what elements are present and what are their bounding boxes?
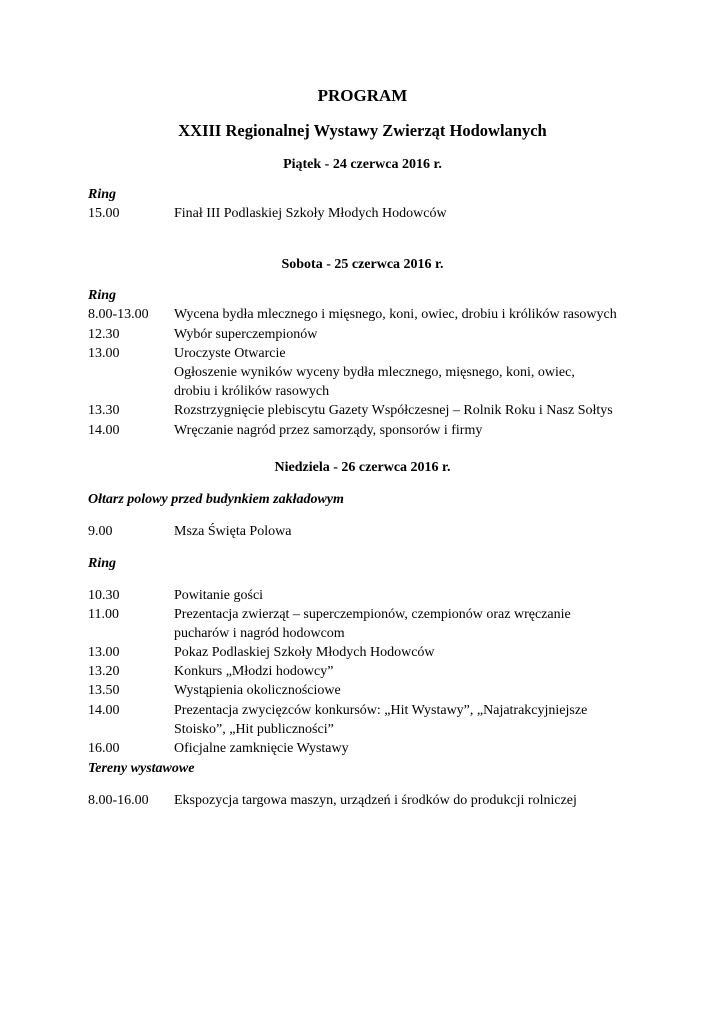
schedule-time: 10.30 (88, 588, 120, 603)
schedule-desc: Finał III Podlaskiej Szkoły Młodych Hodowców (174, 206, 447, 221)
section-heading: Ring (88, 288, 117, 303)
schedule-desc: Ekspozycja targowa maszyn, urządzeń i środków do produkcji rolniczej (174, 793, 577, 808)
schedule-desc: Wystąpienia okolicznościowe (174, 683, 341, 698)
schedule-desc: Konkurs „Młodzi hodowcy” (174, 664, 334, 679)
schedule-time: 13.30 (88, 403, 120, 418)
section-heading: Ring (88, 187, 117, 202)
schedule-time: 14.00 (88, 423, 120, 438)
day-heading: Niedziela - 26 czerwca 2016 r. (274, 460, 451, 475)
schedule-desc: Wybór superczempionów (174, 327, 318, 342)
schedule-time: 13.50 (88, 683, 120, 698)
schedule-desc: Wręczanie nagród przez samorządy, sponsorów i firmy (174, 423, 483, 438)
section-heading: Ring (88, 556, 117, 571)
schedule-desc: Prezentacja zwycięzców konkursów: „Hit Wystawy”, „Najatrakcyjniejsze (174, 703, 588, 718)
section-heading: Ołtarz polowy przed budynkiem zakładowym (88, 492, 344, 507)
schedule-time: 15.00 (88, 206, 120, 221)
schedule-time: 16.00 (88, 741, 120, 756)
schedule-time: 9.00 (88, 524, 113, 539)
schedule-time: 13.00 (88, 346, 120, 361)
section-heading: Tereny wystawowe (88, 761, 195, 776)
schedule-time: 8.00-13.00 (88, 307, 149, 322)
schedule-desc: Oficjalne zamknięcie Wystawy (174, 741, 349, 756)
schedule-desc: Wycena bydła mlecznego i mięsnego, koni, owiec, drobiu i królików rasowych (174, 307, 617, 322)
schedule-desc: Powitanie gości (174, 588, 264, 603)
schedule-desc-continued: Stoisko”, „Hit publiczności” (174, 722, 334, 737)
page-subtitle: XXIII Regionalnej Wystawy Zwierząt Hodowlanych (178, 121, 547, 140)
schedule-desc: Msza Święta Polowa (174, 524, 292, 539)
schedule-time: 12.30 (88, 327, 120, 342)
schedule-desc: Prezentacja zwierząt – superczempionów, czempionów oraz wręczanie (174, 607, 571, 622)
day-heading: Piątek - 24 czerwca 2016 r. (283, 157, 442, 172)
schedule-time: 13.20 (88, 664, 120, 679)
schedule-time: 11.00 (88, 607, 119, 622)
schedule-desc: Rozstrzygnięcie plebiscytu Gazety Współczesnej – Rolnik Roku i Nasz Sołtys (174, 403, 613, 418)
schedule-time: 8.00-16.00 (88, 793, 149, 808)
schedule-time: 13.00 (88, 645, 120, 660)
schedule-desc-continued: drobiu i królików rasowych (174, 384, 330, 399)
day-heading: Sobota - 25 czerwca 2016 r. (281, 257, 444, 272)
schedule-time: 14.00 (88, 703, 120, 718)
schedule-desc-continued: Ogłoszenie wyników wyceny bydła mlecznego, mięsnego, koni, owiec, (174, 365, 575, 380)
schedule-desc-continued: pucharów i nagród hodowcom (174, 626, 345, 641)
schedule-desc: Uroczyste Otwarcie (174, 346, 286, 361)
schedule-desc: Pokaz Podlaskiej Szkoły Młodych Hodowców (174, 645, 435, 660)
page-title: PROGRAM (317, 86, 408, 105)
